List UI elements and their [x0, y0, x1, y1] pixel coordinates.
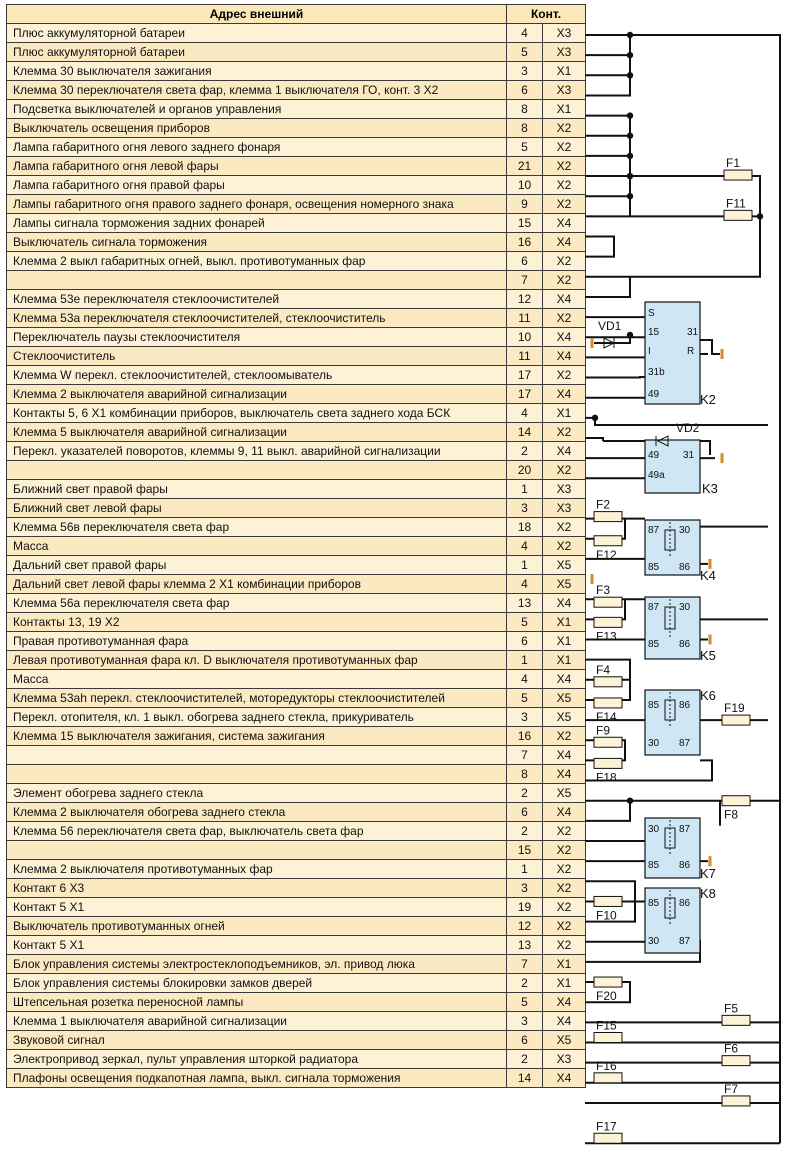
relay-pin-label: 85	[648, 639, 660, 650]
row-connector: Х4	[543, 214, 586, 233]
row-text: Клемма 53е переключателя стеклоочистителей	[7, 290, 507, 309]
row-connector: Х5	[543, 1031, 586, 1050]
row-text: Клемма 53ah перекл. стеклоочистителей, моторедукторы стеклоочистителей	[7, 689, 507, 708]
row-connector: Х3	[543, 81, 586, 100]
relay-label: K3	[702, 481, 718, 496]
fuse-label: F10	[596, 908, 617, 923]
row-connector: Х3	[543, 1050, 586, 1069]
fuse-label: F17	[596, 1119, 617, 1134]
row-connector: Х4	[543, 328, 586, 347]
ground-icon	[721, 349, 724, 359]
row-connector: Х1	[543, 613, 586, 632]
row-pin: 3	[507, 708, 543, 727]
row-pin: 15	[507, 214, 543, 233]
row-pin: 2	[507, 822, 543, 841]
relay-pin-label: 85	[648, 860, 660, 871]
relay-pin-label: 30	[679, 525, 691, 536]
row-connector: Х2	[543, 727, 586, 746]
row-pin: 11	[507, 347, 543, 366]
row-pin: 20	[507, 461, 543, 480]
row-text: Перекл. указателей поворотов, клеммы 9, 11 выкл. аварийной сигнализации	[7, 442, 507, 461]
row-pin: 2	[507, 784, 543, 803]
fuse-icon	[724, 170, 752, 180]
wire	[585, 35, 630, 95]
row-pin: 2	[507, 1050, 543, 1069]
row-connector: Х5	[543, 784, 586, 803]
row-connector: Х2	[543, 157, 586, 176]
row-pin: 4	[507, 537, 543, 556]
row-pin: 17	[507, 366, 543, 385]
fuse-icon	[594, 597, 622, 607]
row-text: Масса	[7, 670, 507, 689]
row-text: Выключатель освещения приборов	[7, 119, 507, 138]
row-text: Клемма 56 переключателя света фар, выключатель света фар	[7, 822, 507, 841]
row-pin: 1	[507, 651, 543, 670]
relay-label: K2	[700, 392, 716, 407]
row-pin: 6	[507, 81, 543, 100]
row-text: Клемма 30 переключателя света фар, клемма 1 выключателя ГО, конт. 3 Х2	[7, 81, 507, 100]
fuse-label: F11	[726, 196, 746, 211]
wire	[585, 438, 603, 441]
row-connector: Х1	[543, 404, 586, 423]
row-connector: Х2	[543, 366, 586, 385]
row-text: Лампа габаритного огня левой фары	[7, 157, 507, 176]
row-text: Клемма 56в переключателя света фар	[7, 518, 507, 537]
row-connector: Х2	[543, 879, 586, 898]
fuse-icon	[722, 1096, 750, 1106]
fuse-icon	[594, 536, 622, 546]
fuse-icon	[722, 796, 750, 806]
relay-pin-label: 87	[648, 602, 660, 613]
relay-pin-label: S	[648, 308, 655, 319]
row-pin: 21	[507, 157, 543, 176]
row-pin: 9	[507, 195, 543, 214]
junction-dot	[757, 213, 763, 219]
row-text: Плюс аккумуляторной батареи	[7, 24, 507, 43]
relay-pin-label: 87	[648, 525, 660, 536]
row-text: Левая противотуманная фара кл. D выключателя противотуманных фар	[7, 651, 507, 670]
wire	[585, 277, 630, 297]
row-pin: 4	[507, 404, 543, 423]
row-pin: 5	[507, 43, 543, 62]
row-pin: 3	[507, 879, 543, 898]
fuse-icon	[594, 737, 622, 747]
diode-label: VD2	[676, 421, 700, 435]
row-connector: Х4	[543, 803, 586, 822]
row-pin: 4	[507, 670, 543, 689]
row-connector: Х2	[543, 936, 586, 955]
wire	[585, 237, 614, 257]
fuse-icon	[722, 1056, 750, 1066]
row-text: Выключатель противотуманных огней	[7, 917, 507, 936]
row-connector: Х1	[543, 632, 586, 651]
row-connector: Х4	[543, 442, 586, 461]
relay-label: K8	[700, 886, 716, 901]
fuse-label: F1	[726, 156, 741, 171]
row-text: Лампа габаритного огня правой фары	[7, 176, 507, 195]
row-pin: 4	[507, 24, 543, 43]
relay-box	[645, 440, 700, 493]
row-connector: Х1	[543, 62, 586, 81]
row-connector: Х2	[543, 461, 586, 480]
row-text: Плафоны освещения подкапотная лампа, выкл. сигнала торможения	[7, 1069, 507, 1088]
junction-dot	[627, 52, 633, 58]
row-connector: Х4	[543, 765, 586, 784]
relay-pin-label: 86	[679, 860, 691, 871]
relay-pin-label: 87	[679, 738, 691, 749]
fuse-label: F14	[596, 709, 617, 724]
row-pin: 3	[507, 1012, 543, 1031]
row-pin: 6	[507, 803, 543, 822]
junction-dot	[627, 798, 633, 804]
row-text: Выключатель сигнала торможения	[7, 233, 507, 252]
fuse-label: F16	[596, 1058, 617, 1073]
row-text: Клемма W перекл. стеклоочистителей, стеклоомыватель	[7, 366, 507, 385]
row-pin: 17	[507, 385, 543, 404]
row-connector: Х4	[543, 290, 586, 309]
row-connector: Х1	[543, 651, 586, 670]
row-pin: 10	[507, 328, 543, 347]
fuse-label: F3	[596, 583, 611, 598]
header-address: Адрес внешний	[7, 5, 507, 24]
row-connector: Х3	[543, 24, 586, 43]
row-text: Элемент обогрева заднего стекла	[7, 784, 507, 803]
row-text: Клемма 2 выключателя обогрева заднего стекла	[7, 803, 507, 822]
fuse-icon	[594, 677, 622, 687]
ground-icon	[591, 574, 594, 584]
fuse-icon	[594, 1133, 622, 1143]
ground-icon	[709, 635, 712, 645]
relay-pin-label: 15	[648, 327, 660, 338]
row-pin: 1	[507, 860, 543, 879]
diode-label: VD1	[598, 319, 622, 333]
row-pin: 5	[507, 689, 543, 708]
row-connector: Х5	[543, 689, 586, 708]
header-contact: Конт.	[507, 5, 586, 24]
row-text: Лампы сигнала торможения задних фонарей	[7, 214, 507, 233]
fuse-label: F8	[724, 807, 739, 822]
row-text: Стеклоочиститель	[7, 347, 507, 366]
relay-pin-label: 86	[679, 898, 691, 909]
junction-dot	[627, 332, 633, 338]
row-connector: Х4	[543, 1012, 586, 1031]
row-connector: Х2	[543, 898, 586, 917]
junction-dot	[627, 133, 633, 139]
fuse-label: F19	[724, 701, 745, 716]
row-pin: 19	[507, 898, 543, 917]
wire	[585, 116, 630, 217]
relay-pin-label: 87	[679, 936, 691, 947]
fuse-icon	[594, 1033, 622, 1043]
row-text: Масса	[7, 537, 507, 556]
row-text: Клемма 53а переключателя стеклоочистителей, стеклоочиститель	[7, 309, 507, 328]
relay-label: K5	[700, 648, 716, 663]
row-pin: 13	[507, 936, 543, 955]
row-text: Электропривод зеркал, пульт управления шторкой радиатора	[7, 1050, 507, 1069]
row-pin: 7	[507, 746, 543, 765]
row-pin: 13	[507, 594, 543, 613]
row-text: Перекл. отопителя, кл. 1 выкл. обогрева заднего стекла, прикуриватель	[7, 708, 507, 727]
ground-icon	[591, 338, 594, 348]
row-connector: Х1	[543, 100, 586, 119]
row-connector: Х2	[543, 423, 586, 442]
row-connector: Х2	[543, 841, 586, 860]
row-connector: Х4	[543, 993, 586, 1012]
relay-pin-label: 31b	[648, 367, 665, 378]
relay-pin-label: 31	[683, 450, 695, 461]
fuse-label: F13	[596, 629, 617, 644]
row-text: Блок управления системы блокировки замков дверей	[7, 974, 507, 993]
relay-pin-label: R	[687, 346, 695, 357]
row-pin: 10	[507, 176, 543, 195]
row-pin: 12	[507, 290, 543, 309]
row-connector: Х2	[543, 518, 586, 537]
row-pin: 14	[507, 1069, 543, 1088]
relay-pin-label: 30	[679, 602, 691, 613]
row-text: Звуковой сигнал	[7, 1031, 507, 1050]
junction-dot	[627, 72, 633, 78]
row-connector: Х2	[543, 271, 586, 290]
row-pin: 7	[507, 271, 543, 290]
row-connector: Х4	[543, 594, 586, 613]
row-text: Контакты 13, 19 Х2	[7, 613, 507, 632]
junction-dot	[627, 32, 633, 38]
row-connector: Х2	[543, 176, 586, 195]
relay-pin-label: 31	[687, 327, 699, 338]
row-connector: Х3	[543, 499, 586, 518]
fuse-label: F12	[596, 547, 617, 562]
row-pin: 4	[507, 575, 543, 594]
row-pin: 16	[507, 727, 543, 746]
fuse-label: F9	[596, 723, 611, 738]
fuse-icon	[594, 758, 622, 768]
relay-pin-label: 86	[679, 700, 691, 711]
row-connector: Х2	[543, 119, 586, 138]
row-connector: Х4	[543, 385, 586, 404]
row-pin: 8	[507, 100, 543, 119]
row-pin: 3	[507, 499, 543, 518]
row-text: Клемма 30 выключателя зажигания	[7, 62, 507, 81]
row-text: Клемма 2 выключателя противотуманных фар	[7, 860, 507, 879]
junction-dot	[627, 173, 633, 179]
relay-pin-label: I	[648, 346, 651, 357]
row-pin: 14	[507, 423, 543, 442]
row-text: Контакт 5 Х1	[7, 936, 507, 955]
row-pin: 15	[507, 841, 543, 860]
relay-pin-label: 85	[648, 700, 660, 711]
row-pin: 18	[507, 518, 543, 537]
relay-pin-label: 49	[648, 389, 660, 400]
row-text: Лампы габаритного огня правого заднего фонаря, освещения номерного знака	[7, 195, 507, 214]
row-connector: Х2	[543, 138, 586, 157]
row-pin: 2	[507, 974, 543, 993]
fuse-label: F18	[596, 770, 617, 785]
relay-pin-label: 85	[648, 562, 660, 573]
row-text: Ближний свет левой фары	[7, 499, 507, 518]
row-text: Клемма 15 выключателя зажигания, система зажигания	[7, 727, 507, 746]
relay-pin-label: 30	[648, 936, 660, 947]
row-text: Штепсельная розетка переносной лампы	[7, 993, 507, 1012]
row-pin: 5	[507, 993, 543, 1012]
row-pin: 12	[507, 917, 543, 936]
row-text: Контакты 5, 6 Х1 комбинации приборов, выключатель света заднего хода БСК	[7, 404, 507, 423]
row-text: Контакт 6 Х3	[7, 879, 507, 898]
junction-dot	[592, 415, 598, 421]
row-pin: 7	[507, 955, 543, 974]
row-connector: Х5	[543, 556, 586, 575]
row-pin: 6	[507, 1031, 543, 1050]
row-pin: 1	[507, 556, 543, 575]
relay-pin-label: 85	[648, 898, 660, 909]
row-connector: Х2	[543, 537, 586, 556]
row-pin: 3	[507, 62, 543, 81]
row-connector: Х4	[543, 746, 586, 765]
row-text: Лампа габаритного огня левого заднего фонаря	[7, 138, 507, 157]
fuse-icon	[724, 210, 752, 220]
wire	[700, 340, 720, 354]
row-pin: 6	[507, 252, 543, 271]
row-text: Контакт 5 Х1	[7, 898, 507, 917]
fuse-label: F4	[596, 662, 611, 677]
row-text: Плюс аккумуляторной батареи	[7, 43, 507, 62]
row-text: Дальний свет правой фары	[7, 556, 507, 575]
row-text: Клемма 2 выкл габаритных огней, выкл. противотуманных фар	[7, 252, 507, 271]
fuse-icon	[594, 896, 622, 906]
junction-dot	[627, 112, 633, 118]
row-connector: Х4	[543, 1069, 586, 1088]
row-connector: Х1	[543, 955, 586, 974]
row-text: Клемма 5 выключателя аварийной сигнализации	[7, 423, 507, 442]
relay-pin-label: 49	[648, 450, 660, 461]
relay-pin-label: 86	[679, 639, 691, 650]
row-connector: Х4	[543, 347, 586, 366]
row-connector: Х2	[543, 917, 586, 936]
row-pin: 8	[507, 765, 543, 784]
row-pin: 6	[507, 632, 543, 651]
ground-icon	[721, 453, 724, 463]
relay-pin-label: 30	[648, 824, 660, 835]
fuse-label: F7	[724, 1081, 739, 1096]
row-pin: 2	[507, 442, 543, 461]
fuse-label: F5	[724, 1001, 739, 1016]
row-connector: Х3	[543, 480, 586, 499]
row-pin: 5	[507, 138, 543, 157]
row-text: Подсветка выключателей и органов управления	[7, 100, 507, 119]
row-connector: Х4	[543, 233, 586, 252]
fuse-icon	[594, 698, 622, 708]
relay-label: K6	[700, 688, 716, 703]
row-pin: 1	[507, 480, 543, 499]
fuse-icon	[594, 617, 622, 627]
row-connector: Х2	[543, 309, 586, 328]
fuse-icon	[594, 1073, 622, 1083]
row-connector: Х2	[543, 195, 586, 214]
row-text: Дальний свет левой фары клемма 2 Х1 комбинации приборов	[7, 575, 507, 594]
fuse-icon	[722, 715, 750, 725]
row-pin: 5	[507, 613, 543, 632]
row-pin: 8	[507, 119, 543, 138]
relay-label: K7	[700, 866, 716, 881]
fuse-icon	[594, 512, 622, 522]
row-connector: Х5	[543, 708, 586, 727]
row-text: Ближний свет правой фары	[7, 480, 507, 499]
row-text: Переключатель паузы стеклоочистителя	[7, 328, 507, 347]
relay-pin-label: 87	[679, 824, 691, 835]
row-text: Правая противотуманная фара	[7, 632, 507, 651]
row-connector: Х4	[543, 670, 586, 689]
row-pin: 11	[507, 309, 543, 328]
row-text: Клемма 2 выключателя аварийной сигнализации	[7, 385, 507, 404]
junction-dot	[627, 153, 633, 159]
fuse-icon	[594, 977, 622, 987]
relay-pin-label: 86	[679, 562, 691, 573]
row-connector: Х2	[543, 860, 586, 879]
junction-dot	[627, 193, 633, 199]
row-text: Клемма 1 выключателя аварийной сигнализации	[7, 1012, 507, 1031]
row-connector: Х2	[543, 822, 586, 841]
relay-pin-label: 49a	[648, 470, 665, 481]
wire	[585, 801, 630, 821]
row-pin: 16	[507, 233, 543, 252]
row-text: Клемма 56а переключателя света фар	[7, 594, 507, 613]
relay-pin-label: 30	[648, 738, 660, 749]
row-connector: Х2	[543, 252, 586, 271]
fuse-label: F2	[596, 497, 611, 512]
row-connector: Х5	[543, 575, 586, 594]
wire	[585, 377, 645, 378]
fuse-label: F15	[596, 1018, 617, 1033]
row-text: Блок управления системы электростеклоподъемников, эл. привод люка	[7, 955, 507, 974]
row-connector: Х1	[543, 974, 586, 993]
row-connector: Х3	[543, 43, 586, 62]
fuse-icon	[722, 1015, 750, 1025]
relay-label: K4	[700, 568, 716, 583]
fuse-label: F20	[596, 989, 617, 1004]
ground-icon	[709, 856, 712, 866]
fuse-label: F6	[724, 1041, 739, 1056]
